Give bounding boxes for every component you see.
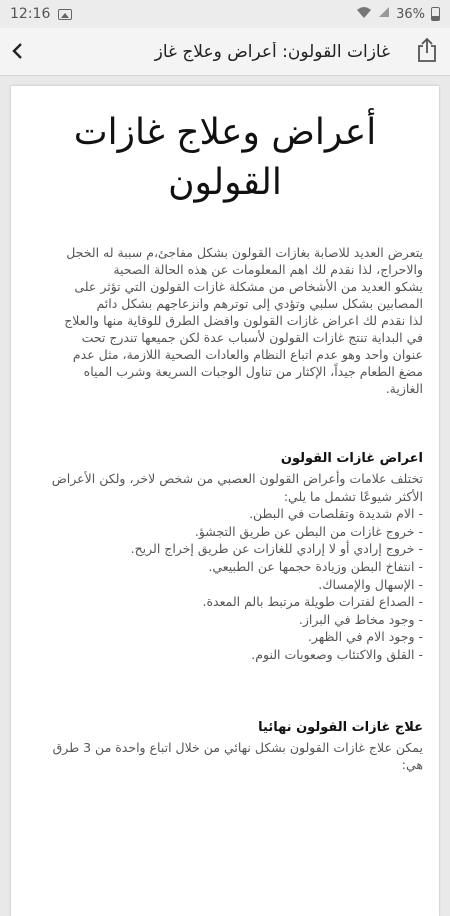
intro-line: يشكو العديد من الأشخاص من مشكلة غازات القولون التي تؤثر على: [74, 279, 423, 294]
back-button[interactable]: [0, 28, 34, 76]
intro-line: عنوان واحد وهو عدم اتباع النظام والعادات الصحية اللازمة، مثل عدم: [72, 347, 423, 362]
app-bar-title: غازات القولون: أعراض وعلاج غاز: [154, 41, 390, 62]
app-bar: [0, 28, 450, 76]
list-item: - الام شديدة وتقلصات في البطن.: [249, 506, 423, 522]
article-title: [27, 108, 423, 208]
intro-line: في البداية تنتج غازات القولون لأسباب عدة لكن جميعها تندرج تحت: [81, 330, 423, 345]
signal-icon: [378, 6, 390, 22]
treatment-line: هي:: [401, 757, 423, 773]
list-item: - القلق والاكتئاب وصعوبات النوم.: [251, 646, 423, 662]
intro-line: يتعرض العديد للاصابة بغازات القولون بشكل مفاجئ،م سببة له الخجل: [66, 245, 423, 260]
list-item: - الصداع لفترات طويلة مرتبط بالم المعدة.: [202, 594, 423, 610]
treatment-heading: علاج غازات القولون نهائيا: [258, 719, 423, 735]
symptoms-heading: اعراض غازات القولون: [280, 451, 423, 466]
list-item: - خروج إرادي أو لا إرادي للغازات عن طريق إخراج الريح.: [130, 541, 423, 557]
share-button[interactable]: [404, 28, 450, 76]
intro-line: الغازية.: [385, 381, 423, 396]
status-time: 12:16: [10, 6, 51, 22]
article-title-line-1: أعراض وعلاج غازات: [73, 112, 377, 153]
list-item: الأكثر شيوعًا تشمل ما يلي:: [283, 488, 423, 504]
list-item: - وجود مخاط في البراز.: [298, 611, 423, 627]
battery-percent: 36%: [396, 6, 425, 22]
status-right: [356, 6, 440, 23]
image-notification-icon: [58, 9, 72, 20]
list-item: - وجود الام في الظهر.: [307, 629, 423, 645]
battery-icon: [431, 7, 440, 21]
wifi-icon: [356, 6, 372, 23]
intro-line: مضغ الطعام جيداً، الإكثار من تناول الوجبات السريعة وشرب المياه: [83, 364, 423, 379]
list-item: تختلف علامات وأعراض القولون العصبي من شخص لاخر، ولكن الأعراض: [51, 471, 423, 486]
treatment-line: يمكن علاج غازات القولون بشكل نهائي من خلال اتباع واحدة من 3 طرق: [52, 739, 423, 755]
chevron-left-icon: [11, 37, 23, 67]
intro-line: لذا نقدم لك اعراض غازات القولون وافضل الطرق للوقاية منها والعلاج: [64, 313, 423, 328]
symptoms-list: [27, 470, 423, 664]
article-card: [11, 86, 439, 916]
article-title-line-2: القولون: [168, 162, 282, 203]
treatment-text: [27, 739, 423, 774]
status-bar: [0, 0, 450, 28]
list-item: - خروج غازات من البطن عن طريق التجشؤ.: [194, 523, 423, 539]
list-item: - انتفاخ البطن وزيادة حجمها عن الطبيعي.: [208, 558, 423, 574]
list-item: - الإسهال والإمساك.: [318, 576, 423, 592]
share-icon: [416, 37, 438, 67]
status-left: [10, 6, 72, 22]
intro-line: والاحراج، لذا نقدم لك اهم المعلومات عن هذه الحالة الصحية: [113, 262, 423, 277]
intro-line: المصابين بشكل سلبي وتؤدي إلى توترهم وانزعاجهم بشكل دائم: [96, 296, 423, 311]
intro-paragraph: [27, 244, 423, 397]
